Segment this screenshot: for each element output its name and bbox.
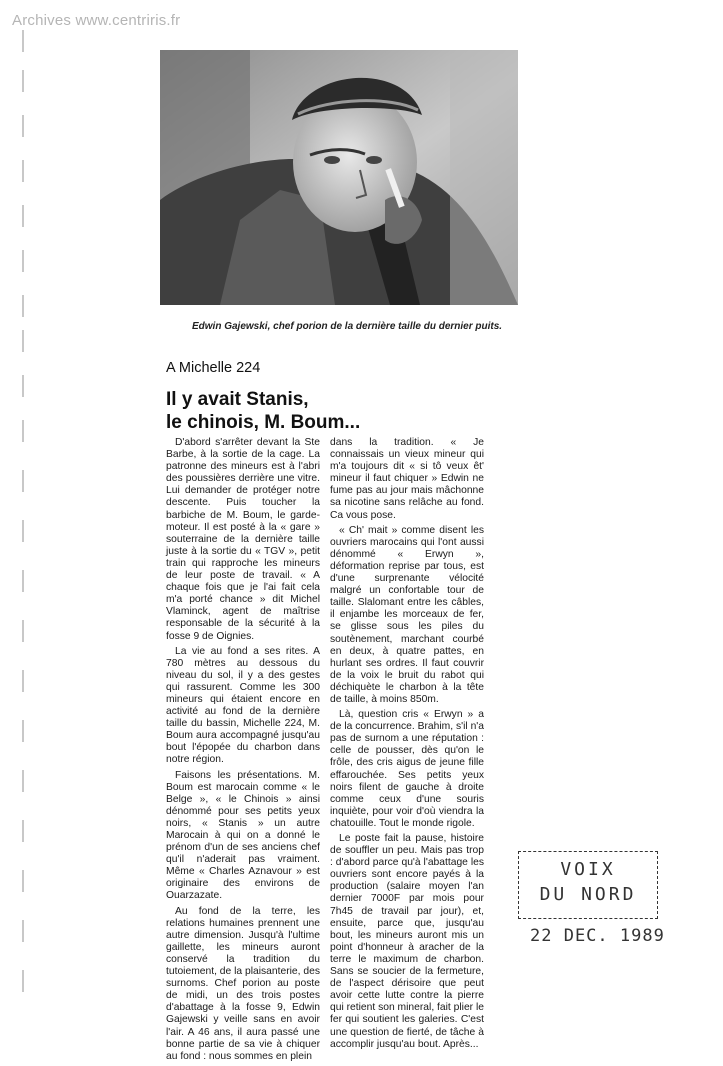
paragraph: Au fond de la terre, les relations humaines prennent une autre dimension. Jusqu'à l'ultime gaillette, les mineurs auront conservé la tradition du tutoiement, de la plaisanterie, des surnoms. Chef porion au poste de midi, un des trois postes d'abattage à la fosse 9, Edwin Gajewski y veille sans en avoir l'air. A 46 ans, il aura passé une bonne partie de sa vie à chiquer au fond : nous sommes en plein xyxy=(166,905,320,1062)
paragraph: D'abord s'arrêter devant la Ste Barbe, à la sortie de la cage. La patronne des mineurs est à l'abri des poussières derrière une vitre. Lui demander de protéger notre descente. Puis toucher la barbiche de M. Boum, le garde-moteur. Il est posté à la « gare » souterraine de la dernière taille juste à la sortie du « TGV », petit train qui rapproche les mineurs de leur poste de travail. « A chaque fois que je l'ai fait cela m'a porté chance » dit Michel Vlaminck, agent de maîtrise responsable de la sécurité à la fosse 9 de Oignies. xyxy=(166,437,320,642)
paragraph: Le poste fait la pause, histoire de souffler un peu. Mais pas trop : d'abord parce qu'à l'abattage les ouvriers sont encore payés à la production (salaire moyen l'an dernier 7000F par mois pour 7h45 de travail par jour), et, ensuite, parce que, jusqu'au bout, les mineurs auront mis un point d'honneur à aracher de la terre le maximum de charbon. Sans se soucier de la fermeture, de l'aspect dérisoire que peut avoir cette lutte contre la pierre qui retient son mineral, fait plier le fer qui soutient les galeries. C'est une question de fierté, de tâche à accomplir jusqu'au bout. Après... xyxy=(330,833,484,1050)
photo-caption: Edwin Gajewski, chef porion de la dernière taille du dernier puits. xyxy=(192,321,503,332)
paragraph: dans la tradition. « Je connaissais un vieux mineur qui m'a toujours dit « si tô veux êt' mineur il faut chiquer » Edwin ne fume pas au jour mais mâchonne sa nicotine sans relâche au fond. Ca vous pose. xyxy=(330,437,484,521)
headline-line-2: le chinois, M. Boum... xyxy=(166,412,361,433)
stamp-date: 22 DEC. 1989 xyxy=(530,926,665,946)
paragraph: « Ch' mait » comme disent les ouvriers marocains qui l'ont aussi dénommé « Erwyn », déformation reprise par tous, est d'une surprenante vélocité malgré un confortable tour de taille. Slalomant entre les câbles, il enjambe les morceaux de fer, se glisse sous les piles du soutènement, marchant courbé en deux, à quatre pattes, en hurlant ses ordres. Il faut couvrir de la voix le bruit du rabot qui déchiquète le charbon à la tête de taille, à moins 850m. xyxy=(330,524,484,705)
binder-margin-marks xyxy=(18,30,30,1020)
newspaper-source-stamp xyxy=(518,851,658,919)
article-headline xyxy=(166,388,526,434)
miner-portrait-photo xyxy=(160,50,518,305)
article-kicker: A Michelle 224 xyxy=(166,360,261,376)
paragraph: Faisons les présentations. M. Boum est marocain comme « le Belge », « le Chinois » ainsi dénommé pour ses petits yeux noirs, « Stanis » un autre Marocain à qui on a donné le prénom d'un de ses anciens chef qu'il n'aderait pas vraiment. Même « Charles Aznavour » est originaire des environs de Ouarzazate. xyxy=(166,769,320,902)
headline-line-1: Il y avait Stanis, xyxy=(166,389,309,410)
stamp-line-1: VOIX xyxy=(560,859,616,880)
archive-watermark: Archives www.centriris.fr xyxy=(12,12,181,29)
article-column-right xyxy=(330,437,484,1054)
stamp-line-2: DU NORD xyxy=(539,884,637,905)
paragraph: Là, question cris « Erwyn » a de la concurrence. Brahim, s'il n'a pas de surnom a une réputation : celle de pousser, dès qu'on le frôle, des cris aigus de jeune fille effarouchée. Ses petits yeux noirs filent de gauche à droite comme ceux d'une souris inquiète, pour voir d'où viendra la chatouille. Tout le monde rigole. xyxy=(330,709,484,829)
article-column-left xyxy=(166,437,320,1066)
paragraph: La vie au fond a ses rites. A 780 mètres au dessous du niveau du sol, il y a des gestes qui rassurent. Comme les 300 mineurs qui étaient encore en activité au fond de la dernière taille du bassin, Michelle 224, M. Boum aura accompagné jusqu'au bout l'épopée du charbon dans notre région. xyxy=(166,645,320,766)
